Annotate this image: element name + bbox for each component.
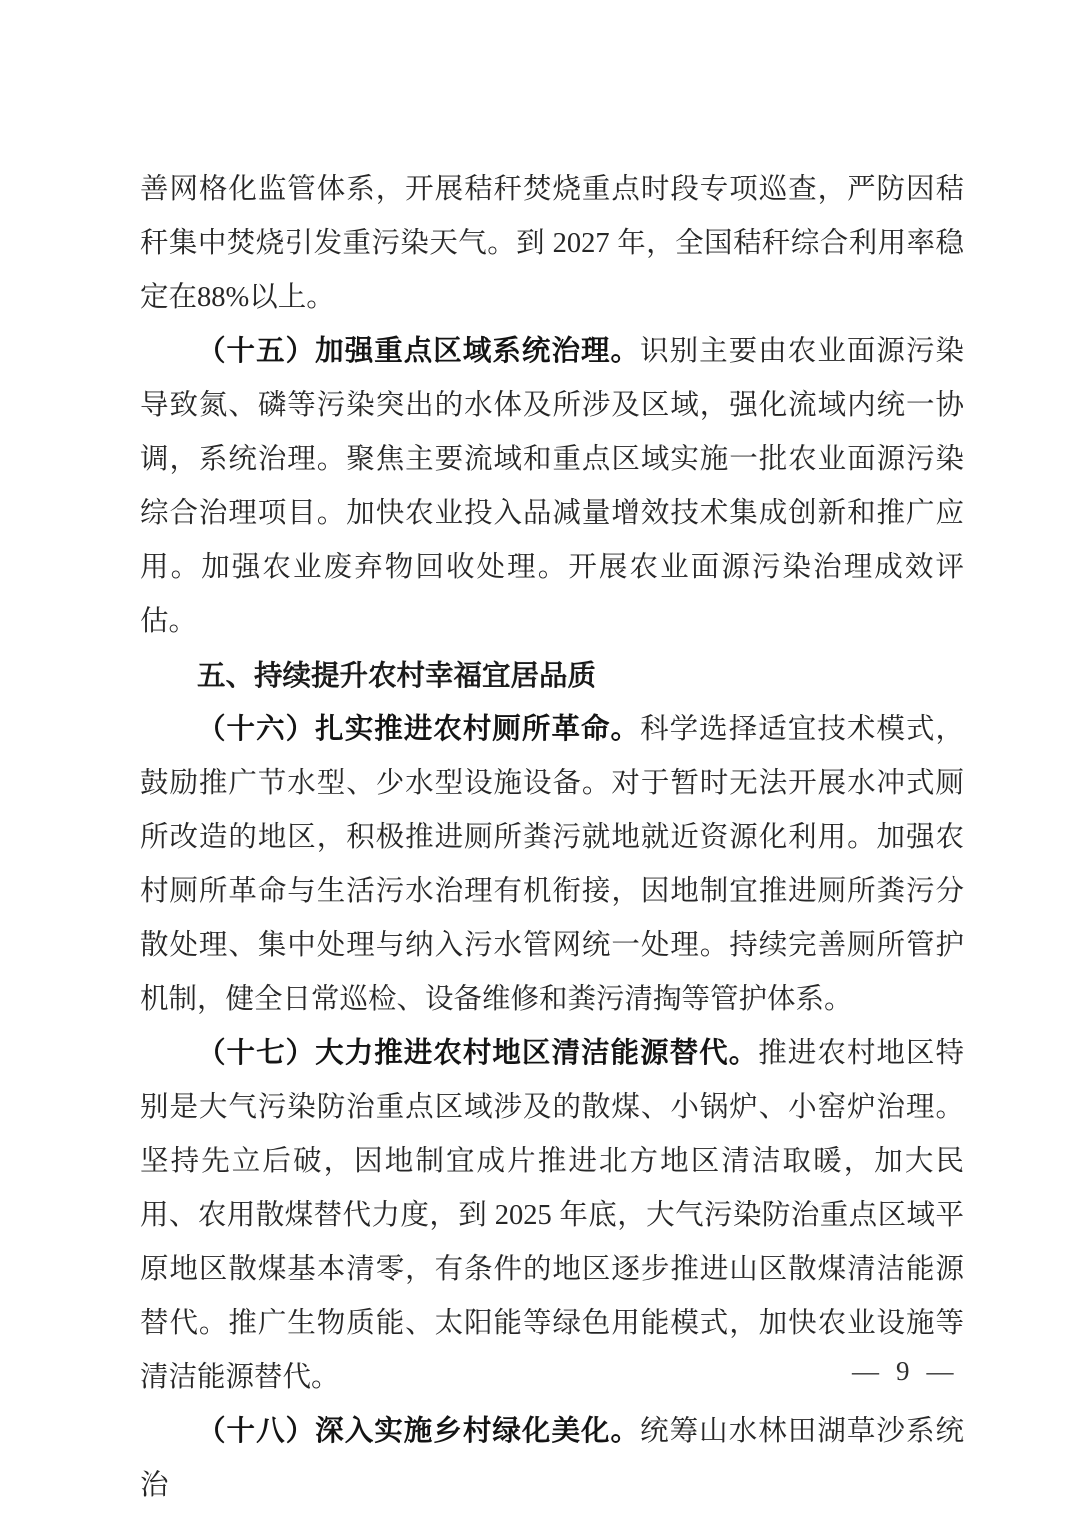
paragraph-item-18 [140,1405,964,1513]
paragraph-lead-18: （十八）深入实施乡村绿化美化。 [197,1416,641,1447]
footer-page-number: 9 [896,1356,910,1386]
paragraph-text-17: 推进农村地区特别是大气污染防治重点区域涉及的散煤、小锅炉、小窑炉治理。坚持先立后破，因地制宜成片推进北方地区清洁取暖，加大民用、农用散煤替代力度，到 2025 年底，大气污染防治重点区域平原地区散煤基本清零，有条件的地区逐步推进山区散煤清洁能源替代。推广生物质能、太阳能等绿色用能模式，加快农业设施等清洁能源替代。 [140,1038,964,1393]
paragraph-lead-17: （十七）大力推进农村地区清洁能源替代。 [197,1038,759,1069]
text-block [140,163,964,1513]
paragraph-text: 善网格化监管体系，开展秸秆焚烧重点时段专项巡查，严防因秸秆集中焚烧引发重污染天气。到 2027 年，全国秸秆综合利用率稳定在88%以上。 [140,174,964,313]
footer-dash-left: — [852,1356,879,1386]
paragraph-text-18: 统筹山水林田湖草沙系统治 [140,1416,964,1501]
paragraph-lead-15: （十五）加强重点区域系统治理。 [197,336,641,367]
paragraph-continuation [140,163,964,325]
paragraph-text-16: 科学选择适宜技术模式，鼓励推广节水型、少水型设施设备。对于暂时无法开展水冲式厕所改造的地区，积极推进厕所粪污就地就近资源化利用。加强农村厕所革命与生活污水治理有机衔接，因地制宜推进厕所粪污分散处理、集中处理与纳入污水管网统一处理。持续完善厕所管护机制，健全日常巡检、设备维修和粪污清掏等管护体系。 [140,714,964,1015]
paragraph-lead-16: （十六）扎实推进农村厕所革命。 [197,714,641,745]
section-heading: 五、持续提升农村幸福宜居品质 [197,660,597,692]
paragraph-text-15: 识别主要由农业面源污染导致氮、磷等污染突出的水体及所涉及区域，强化流域内统一协调，系统治理。聚焦主要流域和重点区域实施一批农业面源污染综合治理项目。加快农业投入品减量增效技术集成创新和推广应用。加强农业废弃物回收处理。开展农业面源污染治理成效评估。 [140,336,964,637]
paragraph-item-15 [140,325,964,649]
page-footer [852,1356,954,1386]
footer-dash-right: — [926,1356,954,1386]
paragraph-item-17 [140,1027,964,1405]
paragraph-item-16 [140,703,964,1027]
